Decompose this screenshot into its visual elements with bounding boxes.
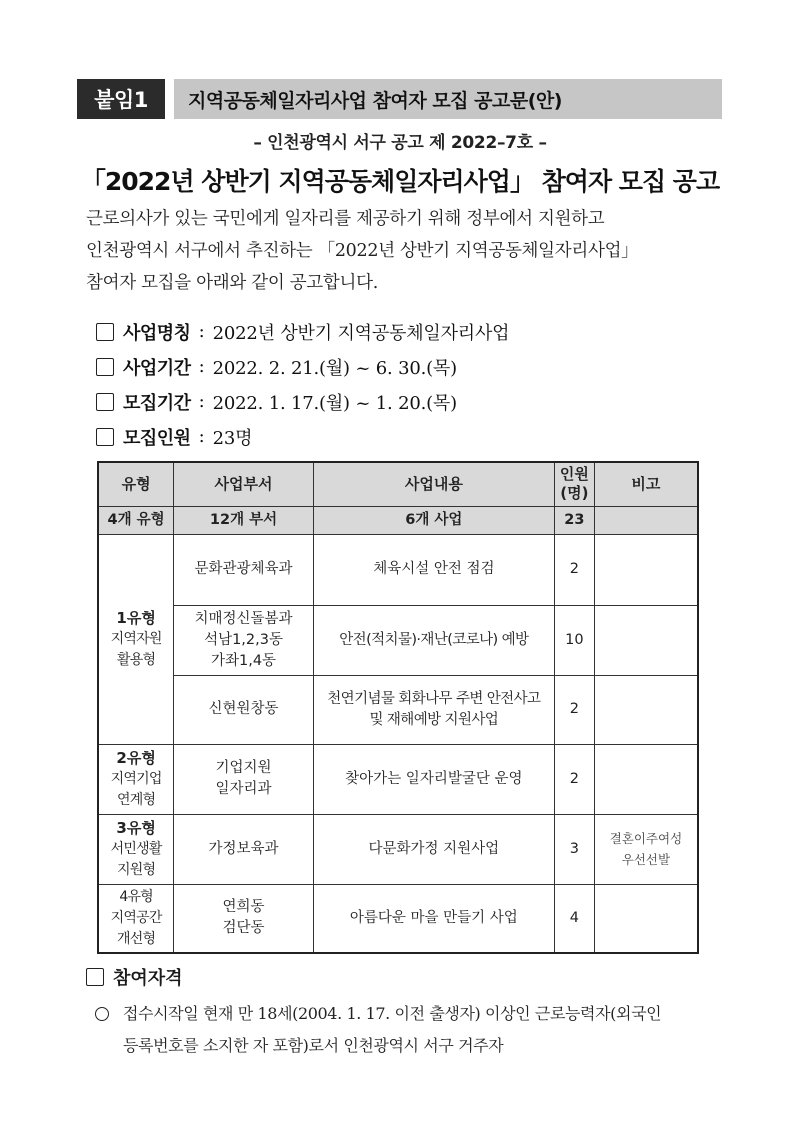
checkbox-icon xyxy=(86,968,104,986)
summary-people: 23 xyxy=(554,506,594,534)
info-label: 모집인원 xyxy=(123,427,191,449)
qualification-body xyxy=(95,998,725,1062)
type-cell: 3유형 서민생활 지원형 xyxy=(98,814,174,884)
people-cell: 2 xyxy=(554,675,594,744)
intro-line: 인천광역시 서구에서 추진하는 「2022년 상반기 지역공동체일자리사업」 xyxy=(86,241,639,261)
qualification-line: 접수시작일 현재 만 18세(2004. 1. 17. 이전 출생자) 이상인 근로능력자(외국인 xyxy=(123,1004,662,1023)
intro-line: 근로의사가 있는 국민에게 일자리를 제공하기 위해 정부에서 지원하고 xyxy=(86,209,605,229)
table-row xyxy=(98,675,698,744)
dept-cell: 연희동 검단동 xyxy=(174,884,314,953)
info-item-business-name xyxy=(96,314,509,349)
summary-type: 4개 유형 xyxy=(98,506,174,534)
type-cell: 1유형 지역자원 활용형 xyxy=(98,534,174,744)
qualification-title: 참여자격 xyxy=(113,968,183,989)
people-cell: 2 xyxy=(554,534,594,605)
info-label: 사업기간 xyxy=(123,357,191,379)
header-people: 인원 (명) xyxy=(554,462,594,506)
note-cell xyxy=(594,675,698,744)
header-type: 유형 xyxy=(98,462,174,506)
info-value: 23명 xyxy=(212,427,253,449)
info-separator: : xyxy=(198,391,205,412)
note-cell xyxy=(594,884,698,953)
content-cell: 안전(적치물)·재난(코로나) 예방 xyxy=(313,605,554,675)
table-row xyxy=(98,814,698,884)
attachment-badge: 붙임1 xyxy=(77,79,165,119)
header-dept: 사업부서 xyxy=(174,462,314,506)
dept-cell: 기업지원 일자리과 xyxy=(174,744,314,814)
info-item-recruit-period xyxy=(96,384,509,419)
checkbox-icon xyxy=(96,358,114,376)
info-item-business-period xyxy=(96,349,509,384)
dept-cell: 신현원창동 xyxy=(174,675,314,744)
info-label: 사업명칭 xyxy=(123,322,191,344)
people-cell: 10 xyxy=(554,605,594,675)
type-cell: 4유형 지역공간 개선형 xyxy=(98,884,174,953)
qualification-heading xyxy=(86,964,183,990)
table-header-row xyxy=(98,462,698,506)
notice-number: – 인천광역시 서구 공고 제 2022–7호 – xyxy=(253,133,547,153)
info-separator: : xyxy=(198,426,205,447)
dept-cell: 가정보육과 xyxy=(174,814,314,884)
jobs-table xyxy=(97,461,699,954)
note-cell xyxy=(594,744,698,814)
page-title: 「2022년 상반기 지역공동체일자리사업」 참여자 모집 공고 xyxy=(80,167,720,196)
note-cell: 결혼이주여성 우선선발 xyxy=(594,814,698,884)
checkbox-icon xyxy=(96,428,114,446)
table-row xyxy=(98,534,698,605)
table-row xyxy=(98,605,698,675)
content-cell: 찾아가는 일자리발굴단 운영 xyxy=(313,744,554,814)
content-cell: 아름다운 마을 만들기 사업 xyxy=(313,884,554,953)
circle-bullet-icon xyxy=(95,1007,109,1021)
attachment-header xyxy=(77,79,722,119)
note-cell xyxy=(594,534,698,605)
qualification-line: 등록번호를 소지한 자 포함)로서 인천광역시 서구 거주자 xyxy=(123,1036,504,1055)
info-value: 2022. 1. 17.(월) ~ 1. 20.(목) xyxy=(212,392,457,414)
info-list xyxy=(96,314,509,454)
info-separator: : xyxy=(198,356,205,377)
info-separator: : xyxy=(198,321,205,342)
dept-cell: 문화관광체육과 xyxy=(174,534,314,605)
header-content: 사업내용 xyxy=(313,462,554,506)
note-cell xyxy=(594,605,698,675)
qualification-item xyxy=(95,998,725,1062)
people-cell: 4 xyxy=(554,884,594,953)
info-item-recruit-count xyxy=(96,419,509,454)
people-cell: 3 xyxy=(554,814,594,884)
info-value: 2022년 상반기 지역공동체일자리사업 xyxy=(212,322,510,344)
intro-paragraph xyxy=(86,203,716,299)
dept-cell: 치매정신돌봄과 석남1,2,3동 가좌1,4동 xyxy=(174,605,314,675)
content-cell: 다문화가정 지원사업 xyxy=(313,814,554,884)
table-row xyxy=(98,744,698,814)
checkbox-icon xyxy=(96,393,114,411)
info-label: 모집기간 xyxy=(123,392,191,414)
table-row xyxy=(98,884,698,953)
type-cell: 2유형 지역기업 연계형 xyxy=(98,744,174,814)
summary-dept: 12개 부서 xyxy=(174,506,314,534)
table-summary-row xyxy=(98,506,698,534)
summary-content: 6개 사업 xyxy=(313,506,554,534)
people-cell: 2 xyxy=(554,744,594,814)
info-value: 2022. 2. 21.(월) ~ 6. 30.(목) xyxy=(212,357,457,379)
attachment-title: 지역공동체일자리사업 참여자 모집 공고문(안) xyxy=(174,79,722,119)
checkbox-icon xyxy=(96,323,114,341)
content-cell: 체육시설 안전 점검 xyxy=(313,534,554,605)
summary-note xyxy=(594,506,698,534)
header-note: 비고 xyxy=(594,462,698,506)
content-cell: 천연기념물 회화나무 주변 안전사고 및 재해예방 지원사업 xyxy=(313,675,554,744)
intro-line: 참여자 모집을 아래와 같이 공고합니다. xyxy=(86,273,378,293)
